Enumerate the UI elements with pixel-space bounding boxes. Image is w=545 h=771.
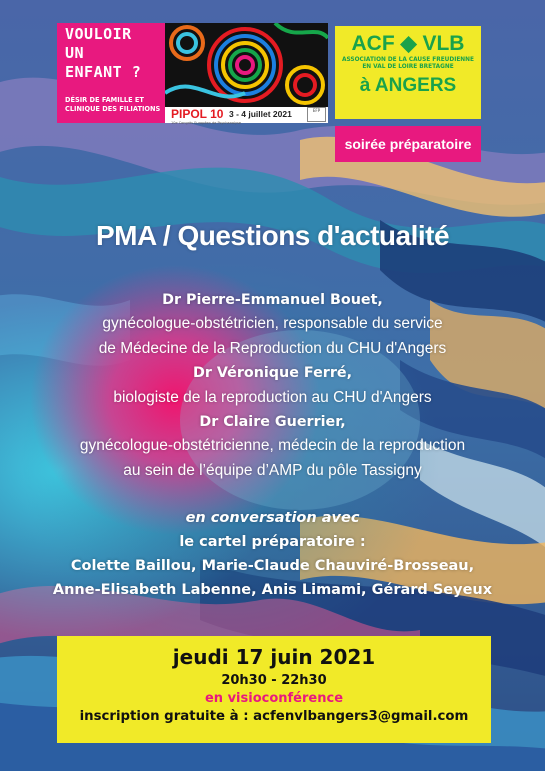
registration-info: inscription gratuite à : acfenvlbangers3@gmail.com: [79, 709, 469, 724]
speaker-role: biologiste de la reproduction au CHU d'Angers: [113, 388, 432, 406]
event-mode: en visioconférence: [204, 691, 344, 706]
acf-association: ASSOCIATION DE LA CAUSE FREUDIENNE EN VAL DE LOIRE BRETAGNE: [342, 57, 474, 70]
speakers-block: [0, 288, 545, 483]
cartel-label: le cartel préparatoire :: [179, 534, 366, 550]
pipol-title: PIPOL 10: [171, 107, 224, 121]
conversation-intro: en conversation avec: [185, 510, 360, 526]
acf-vlb-logo: [335, 26, 481, 119]
conversation-block: [0, 506, 545, 602]
speaker-role: gynécologue-obstétricien, responsable du service: [102, 315, 443, 333]
logo-title: VOULOIR UN ENFANT ?: [65, 25, 142, 81]
speaker-role: au sein de l’équipe d’AMP du pôle Tassigny: [123, 461, 422, 479]
cartel-members: Colette Baillou, Marie-Claude Chauviré-Brosseau,: [70, 558, 475, 574]
acf-name: ACF ◆ VLB: [351, 32, 465, 55]
speaker-name: Dr Pierre-Emmanuel Bouet,: [162, 292, 383, 308]
pipol-swirl-image: [165, 23, 328, 107]
pipol-banner: [165, 23, 328, 123]
speaker-role: de Médecine de la Reproduction du CHU d'Angers: [98, 339, 447, 357]
vouloir-un-enfant-logo: [57, 23, 165, 123]
speaker-role: gynécologue-obstétricienne, médecin de la reproduction: [79, 437, 466, 455]
speaker-name: Dr Véronique Ferré,: [192, 365, 353, 382]
efp-badge: EFP: [307, 107, 326, 122]
acf-city: à ANGERS: [359, 75, 457, 96]
pipol-dates: 3 - 4 juillet 2021: [229, 109, 292, 119]
logo-subtitle: DÉSIR DE FAMILLE ET CLINIQUE DES FILIATIONS: [65, 96, 161, 113]
pipol-subtitle: 10e Congrès Européen de Psychanalyse: [171, 121, 242, 125]
event-time: 20h30 - 22h30: [221, 673, 327, 688]
event-date: jeudi 17 juin 2021: [172, 645, 376, 669]
speaker-name: Dr Claire Guerrier,: [199, 414, 346, 431]
event-info-box: [57, 636, 491, 743]
cartel-members: Anne-Elisabeth Labenne, Anis Limami, Gérard Seyeux: [52, 582, 493, 598]
event-title: PMA / Questions d'actualité: [95, 220, 450, 251]
event-type-badge: soirée préparatoire: [335, 126, 481, 162]
